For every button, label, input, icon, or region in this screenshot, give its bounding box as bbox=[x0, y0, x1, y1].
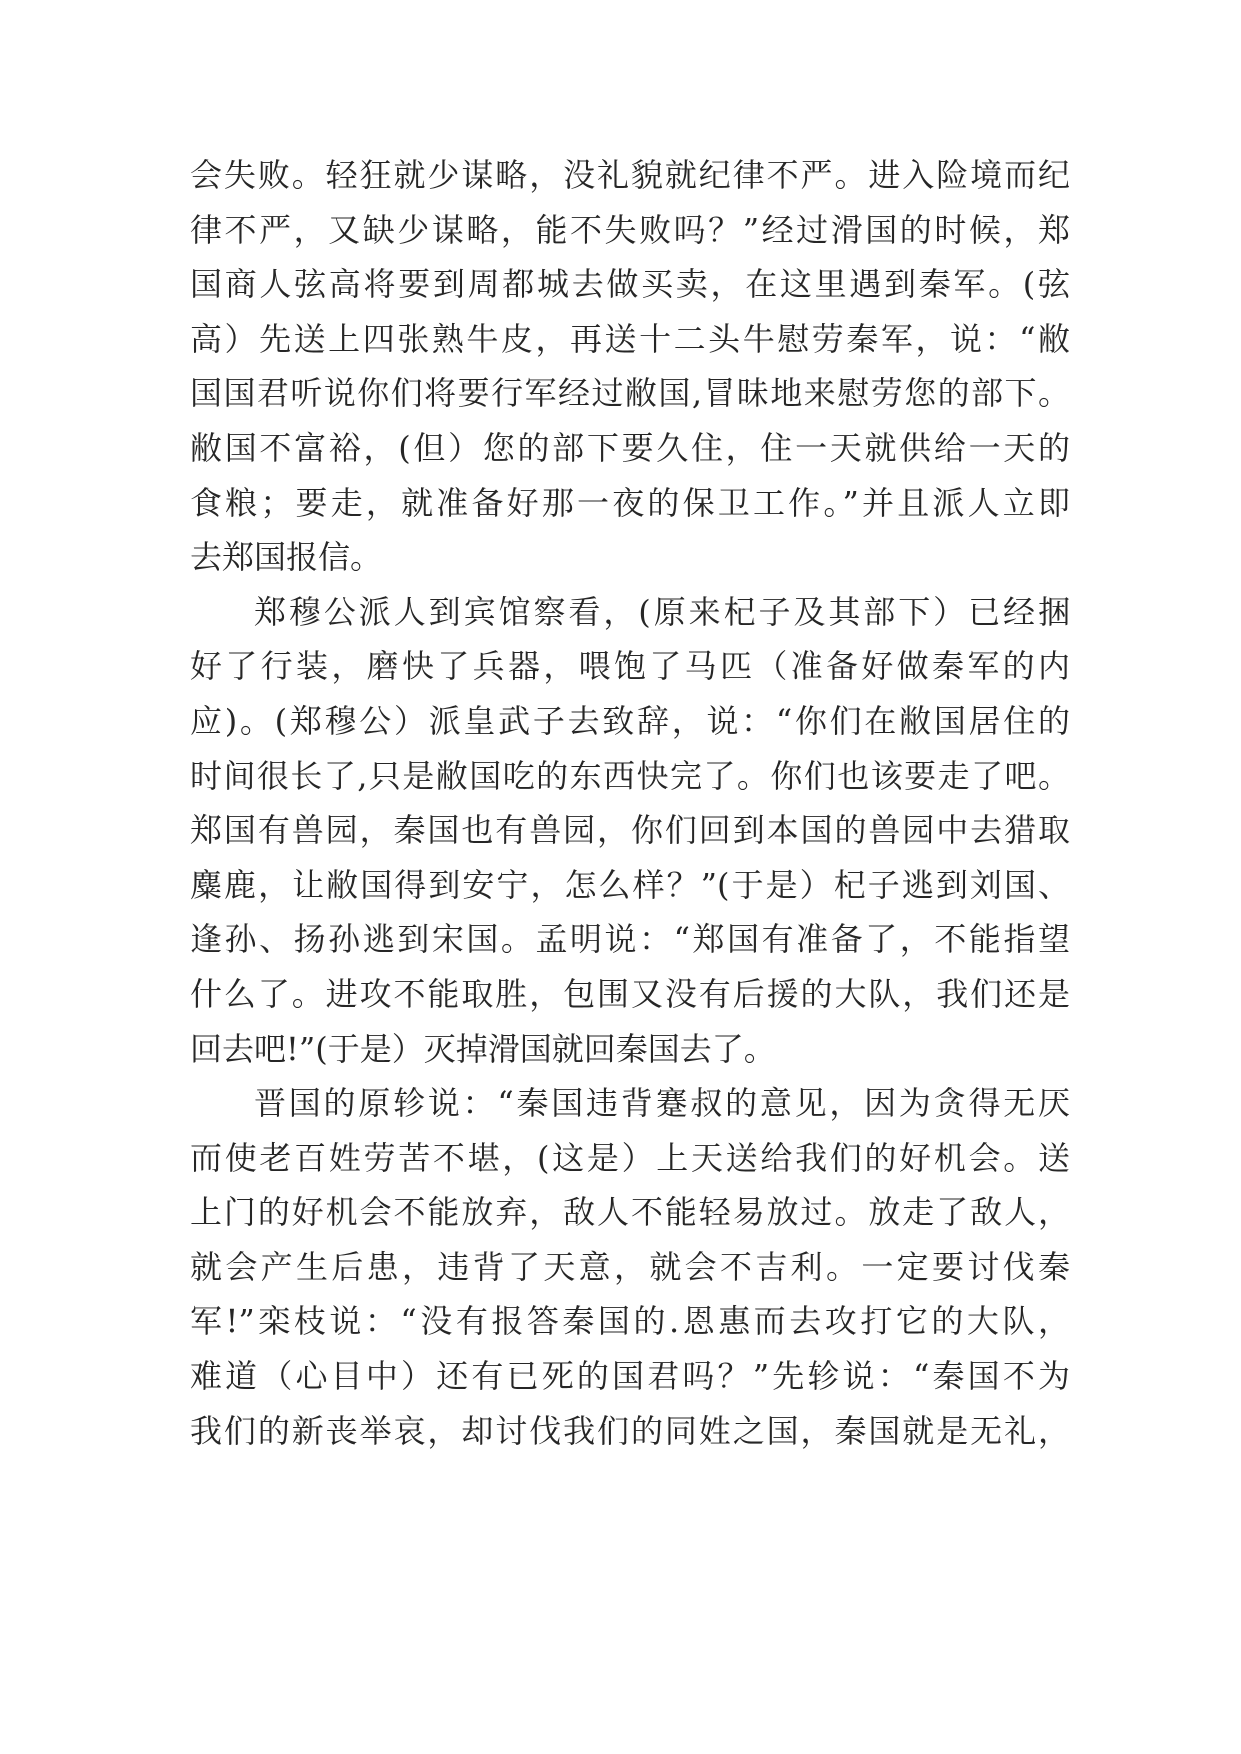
text-line: 去郑国报信。 bbox=[190, 538, 383, 577]
text-line: 时间很长了,只是敝国吃的东西快完了。你们也该要走了吧。 bbox=[190, 756, 1070, 795]
text-line: 好了行装，磨快了兵器，喂饱了马匹（准备好做秦军的内 bbox=[190, 647, 1070, 686]
text-line: 会失败。轻狂就少谋略，没礼貌就纪律不严。进入险境而纪 bbox=[190, 156, 1070, 194]
text-line: 军!”栾枝说：“没有报答秦国的.恩惠而去攻打它的大队， bbox=[190, 1302, 1070, 1341]
text-line: 我们的新丧举哀，却讨伐我们的同姓之国，秦国就是无礼， bbox=[190, 1411, 1070, 1450]
text-line: 就会产生后患，违背了天意，就会不吉利。一定要讨伐秦 bbox=[190, 1247, 1070, 1286]
text-line: 而使老百姓劳苦不堪，(这是）上天送给我们的好机会。送 bbox=[190, 1138, 1070, 1177]
text-line: 上门的好机会不能放弃，敌人不能轻易放过。放走了敌人， bbox=[190, 1193, 1070, 1232]
body-text bbox=[190, 148, 1070, 1458]
text-line: 逢孙、扬孙逃到宋国。孟明说：“郑国有准备了，不能指望 bbox=[190, 920, 1070, 959]
text-line: 应)。(郑穆公）派皇武子去致辞，说：“你们在敝国居住的 bbox=[190, 701, 1070, 740]
text-line: 敝国不富裕，(但）您的部下要久住，住一天就供给一天的 bbox=[190, 428, 1070, 467]
text-line: 回去吧!”(于是）灭掉滑国就回秦国去了。 bbox=[190, 1029, 776, 1068]
text-line: 律不严，又缺少谋略，能不失败吗？”经过滑国的时候，郑 bbox=[190, 210, 1070, 249]
text-line: 食粮；要走，就准备好那一夜的保卫工作。”并且派人立即 bbox=[190, 483, 1070, 522]
text-line: 麋鹿，让敝国得到安宁，怎么样？”(于是）杞子逃到刘国、 bbox=[190, 865, 1070, 904]
text-line: 国商人弦高将要到周都城去做买卖，在这里遇到秦军。(弦 bbox=[190, 265, 1070, 304]
text-line: 难道（心目中）还有已死的国君吗？”先轸说：“秦国不为 bbox=[190, 1357, 1070, 1396]
text-line: 郑国有兽园，秦国也有兽园，你们回到本国的兽园中去猎取 bbox=[190, 811, 1070, 850]
paragraph-start-line: 郑穆公派人到宾馆察看，(原来杞子及其部下）已经捆 bbox=[254, 592, 1070, 631]
paragraph-start-line: 晋国的原轸说：“秦国违背蹇叔的意见，因为贪得无厌 bbox=[254, 1084, 1070, 1123]
text-line: 国国君听说你们将要行军经过敝国,冒昧地来慰劳您的部下。 bbox=[190, 374, 1070, 413]
text-line: 什么了。进攻不能取胜，包围又没有后援的大队，我们还是 bbox=[190, 974, 1070, 1013]
text-line: 高）先送上四张熟牛皮，再送十二头牛慰劳秦军，说：“敝 bbox=[190, 319, 1070, 358]
